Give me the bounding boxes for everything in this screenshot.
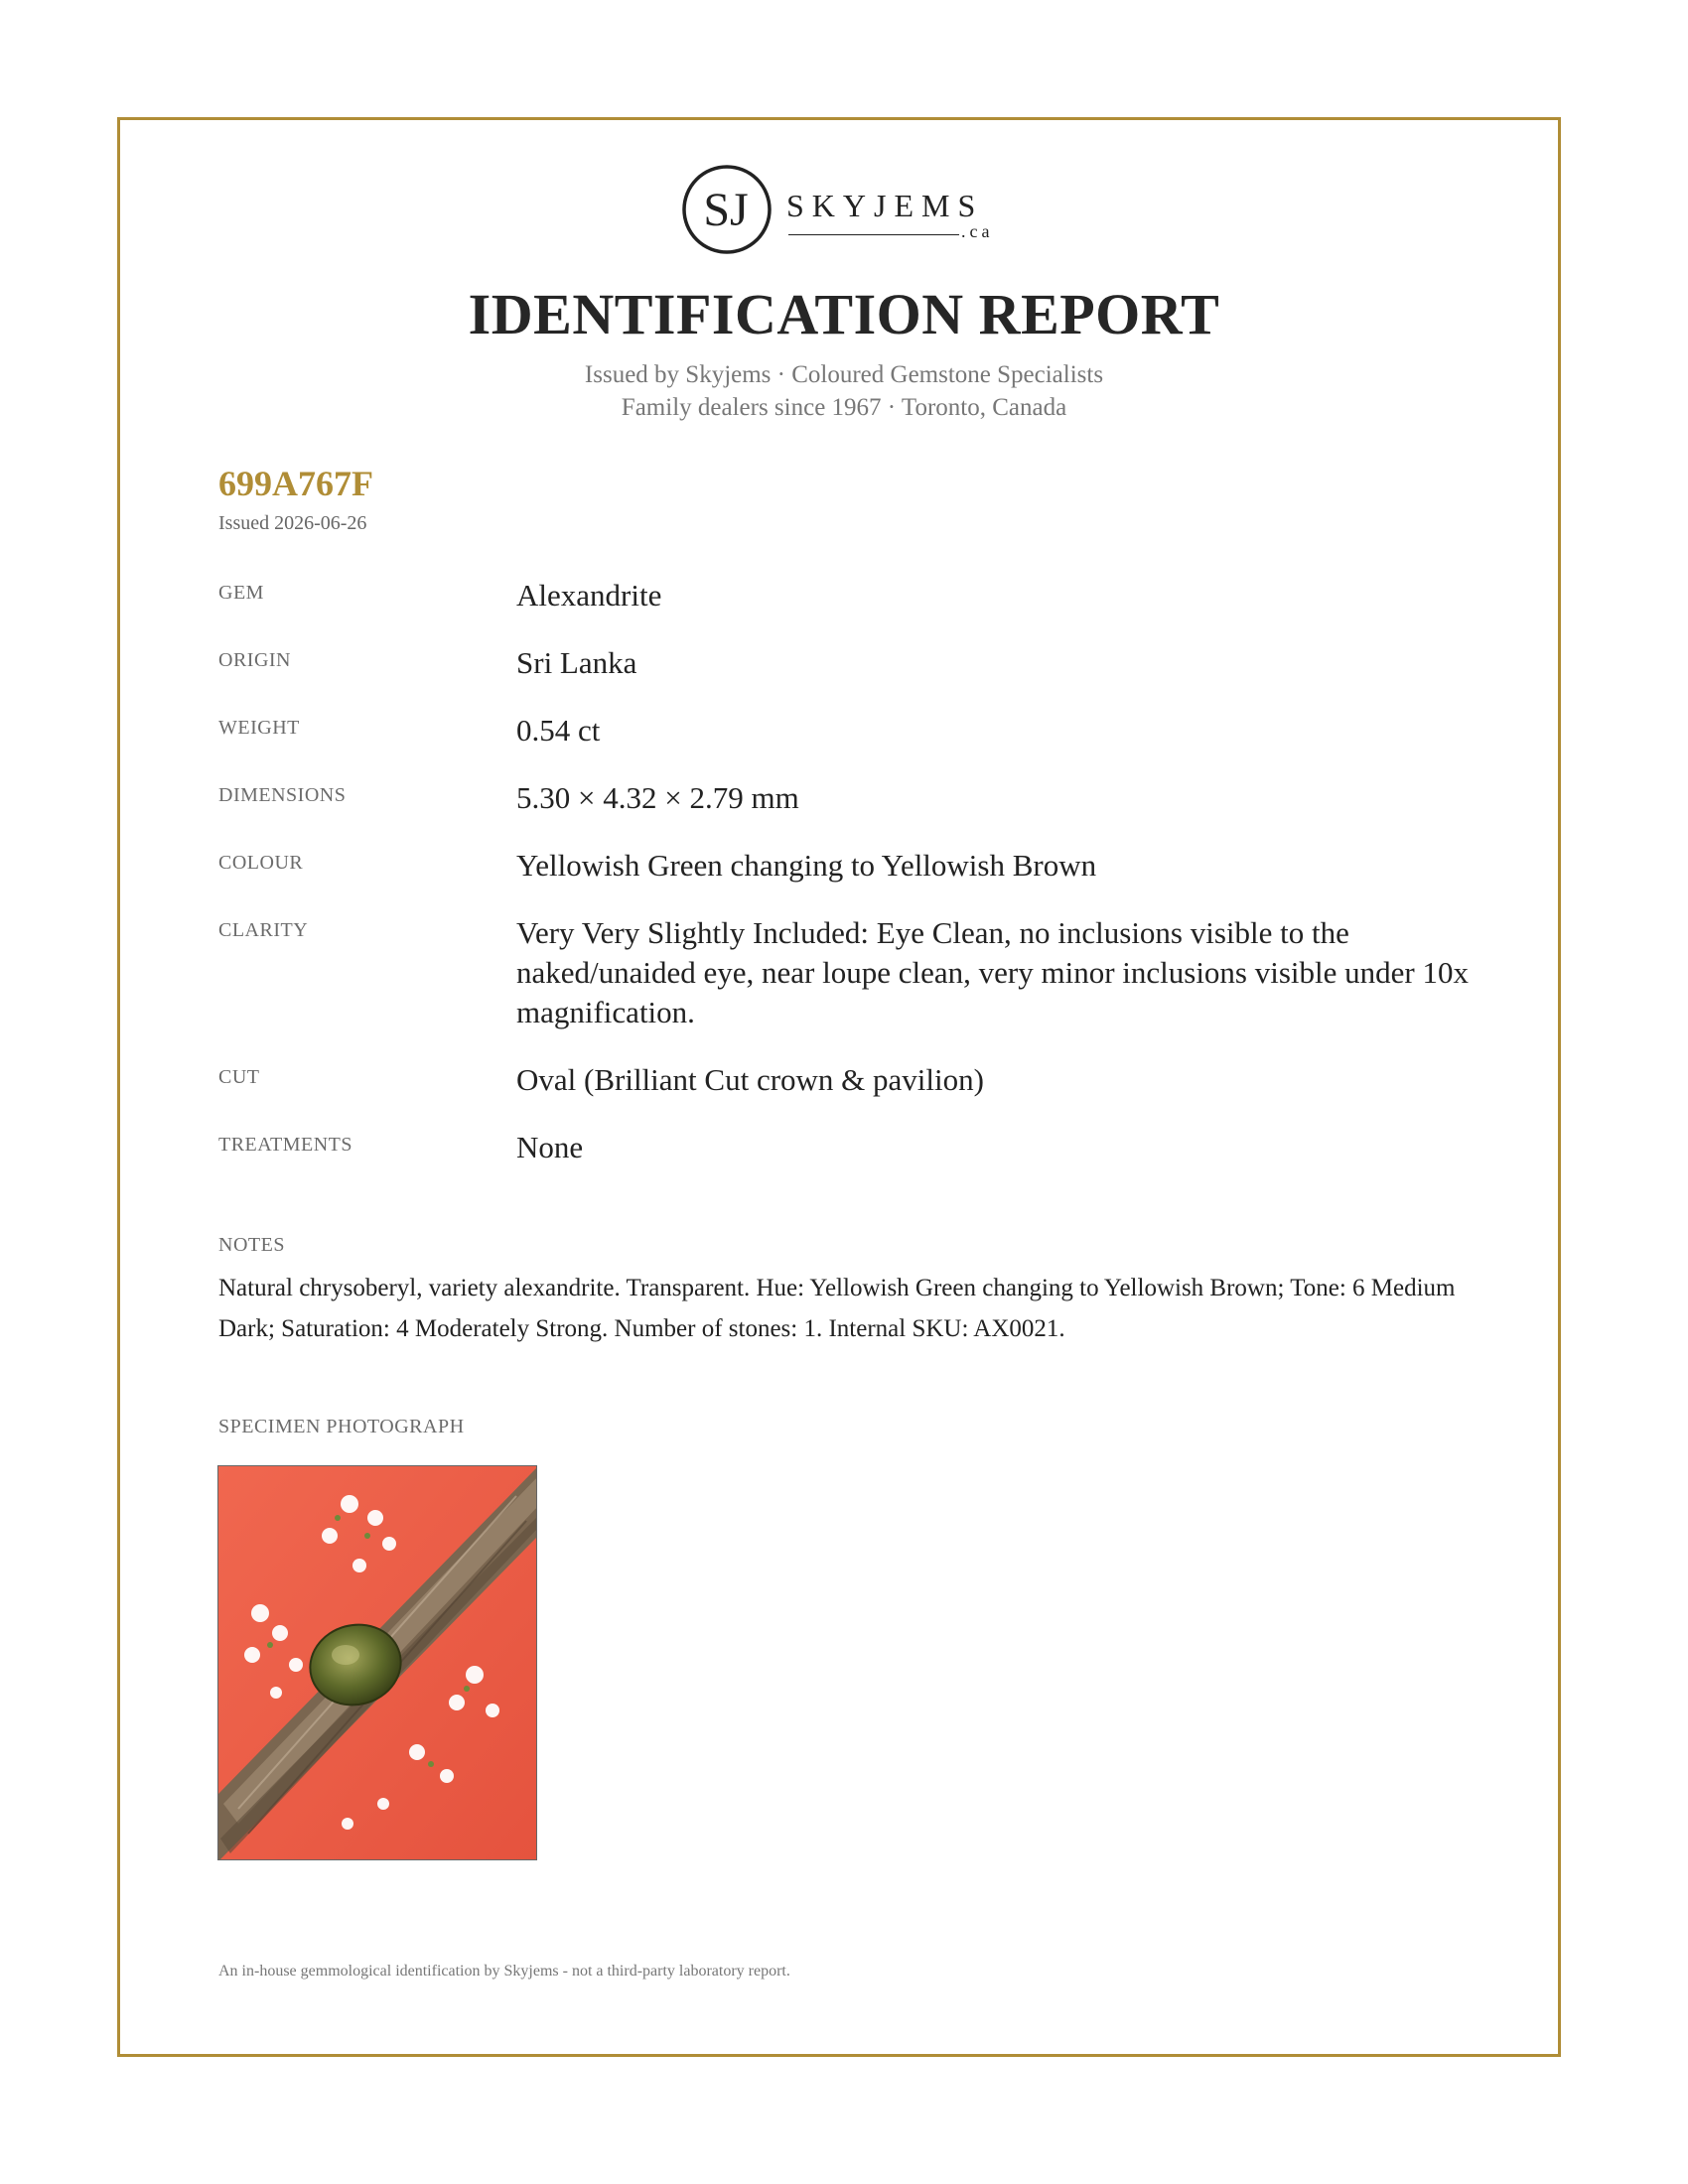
footer-disclaimer: An in-house gemmological identification by Skyjems - not a third-party laboratory report.: [218, 1963, 790, 1979]
field-label: CLARITY: [218, 919, 309, 941]
sj-monogram-icon: [681, 164, 773, 255]
report-subtitle-line1: Issued by Skyjems · Coloured Gemstone Specialists: [584, 361, 1104, 388]
field-value: Oval (Brilliant Cut crown & pavilion): [516, 1062, 984, 1097]
field-label: DIMENSIONS: [218, 784, 347, 806]
field-value: 0.54 ct: [516, 713, 601, 748]
report-title: IDENTIFICATION REPORT: [468, 282, 1220, 346]
report-subtitle-line2: Family dealers since 1967 · Toronto, Canada: [621, 394, 1067, 421]
field-label: COLOUR: [218, 852, 304, 874]
field-label: GEM: [218, 582, 264, 604]
logo-tld: .ca: [961, 221, 994, 241]
field-label: CUT: [218, 1066, 260, 1088]
gemstone-photo-icon: [218, 1466, 537, 1860]
field-value: None: [516, 1130, 584, 1164]
notes-label: NOTES: [218, 1234, 285, 1256]
specimen-photo: [217, 1465, 537, 1860]
logo-monogram-text: SJ: [703, 184, 749, 236]
field-value: Alexandrite: [516, 578, 662, 613]
field-value: Sri Lanka: [516, 645, 637, 680]
skyjems-logo: [681, 164, 999, 263]
notes-text: Natural chrysoberyl, variety alexandrite. Transparent. Hue: Yellowish Green changing to Yellowish Brown; Tone: 6 Medium Dark; Saturation: 4 Moderately Strong. Number of stones: 1. Internal SKU: AX0021.: [218, 1275, 1456, 1342]
field-value: 5.30 × 4.32 × 2.79 mm: [516, 780, 799, 815]
field-label: WEIGHT: [218, 717, 300, 739]
field-label: ORIGIN: [218, 649, 291, 671]
field-label: TREATMENTS: [218, 1134, 352, 1156]
logo-wordmark: SKYJEMS: [786, 188, 984, 223]
logo-rule: [788, 234, 959, 235]
field-value: Very Very Slightly Included: Eye Clean, no inclusions visible to the naked/unaided eye, near loupe clean, very minor inclusions visible under 10x magnification.: [516, 915, 1469, 1029]
field-value: Yellowish Green changing to Yellowish Brown: [516, 848, 1097, 883]
report-id: 699A767F: [218, 464, 373, 503]
issued-date: Issued 2026-06-26: [218, 512, 367, 534]
photo-label: SPECIMEN PHOTOGRAPH: [218, 1416, 465, 1437]
